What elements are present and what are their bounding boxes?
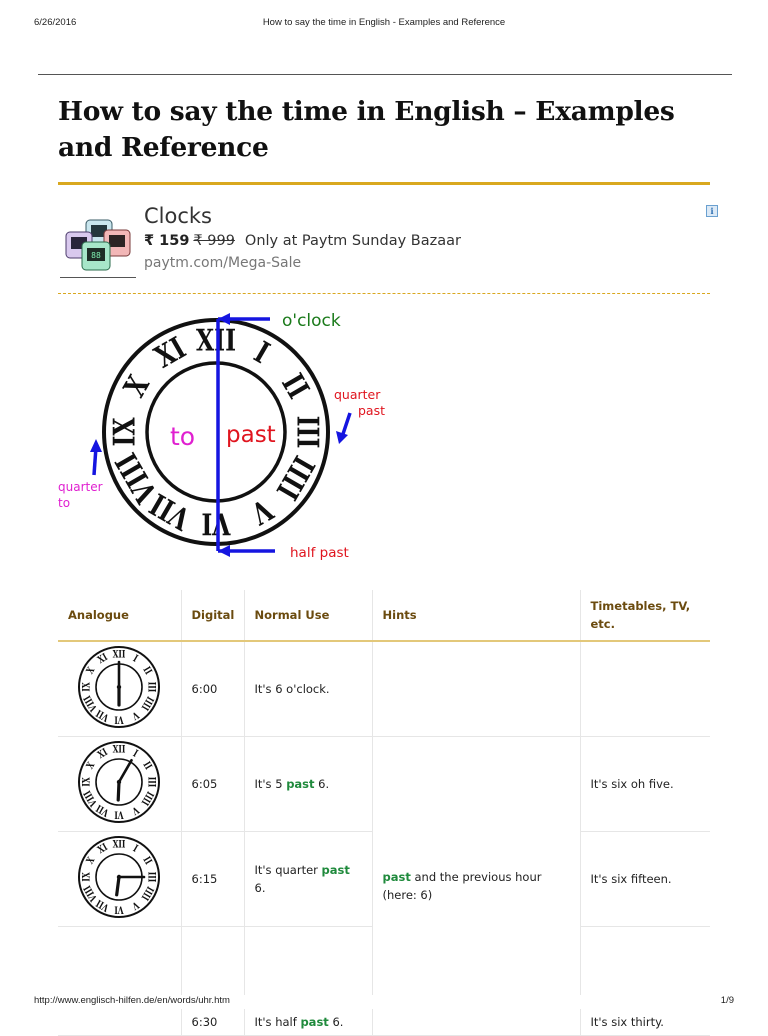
mini-clock-numeral: IIII <box>138 788 156 807</box>
timetable-cell: It's six fifteen. <box>580 832 710 927</box>
timetable-cell: It's six thirty. <box>580 927 710 1036</box>
half-past-arrowhead-icon <box>218 545 230 557</box>
clock-numeral: II <box>274 368 316 405</box>
quarter-past-arrow-line <box>342 413 350 437</box>
mini-clock-numeral: VII <box>94 706 112 723</box>
clock-numeral: I <box>248 335 275 371</box>
label-past: past <box>226 422 276 448</box>
title-underline <box>58 182 710 185</box>
normal-use-pre: It's half <box>254 1015 301 1029</box>
hint-text: and the previous hour (here: 6) <box>382 870 542 902</box>
mini-clock-numeral: IX <box>81 681 93 692</box>
timetable-cell: It's six oh five. <box>580 737 710 832</box>
time-table <box>58 590 710 1036</box>
header-divider <box>38 74 732 75</box>
mini-clock-numeral: XII <box>112 838 126 851</box>
ad-divider <box>58 293 710 294</box>
mini-clock-numeral: IX <box>81 871 93 882</box>
table-header-row <box>58 590 710 641</box>
normal-use-post: 6. <box>314 777 330 791</box>
mini-clock-numeral: II <box>140 664 154 677</box>
mini-clock-numeral: VI <box>114 807 124 820</box>
digital-cell: 6:15 <box>181 832 244 927</box>
mini-clock-numeral: V <box>129 897 141 911</box>
print-footer <box>34 995 734 1009</box>
analog-clock-600-icon <box>77 645 161 729</box>
normal-use-cell <box>244 641 372 737</box>
clock-numeral: IX <box>107 417 143 447</box>
mini-clock-numeral: II <box>140 854 154 867</box>
svg-text:88: 88 <box>91 251 101 260</box>
normal-use-cell <box>244 927 372 1036</box>
analog-clock-615-icon <box>77 835 161 919</box>
mini-clock-numeral: X <box>85 855 98 866</box>
header-analogue: Analogue <box>58 590 181 641</box>
mini-clock-numeral: III <box>145 871 157 882</box>
mini-clock-numeral: V <box>129 802 141 816</box>
mini-clock-numeral: III <box>145 776 157 787</box>
label-oclock: o'clock <box>282 311 341 331</box>
hour-hand <box>118 782 119 800</box>
print-date: 6/26/2016 <box>34 17 77 28</box>
clock-center-dot <box>117 779 121 783</box>
hour-hand <box>117 877 119 895</box>
ad-url-link[interactable]: paytm.com/Mega-Sale <box>144 255 302 271</box>
header-digital: Digital <box>181 590 244 641</box>
print-doc-title: How to say the time in English - Examples and Reference <box>262 17 506 28</box>
digital-cell: 6:30 <box>181 927 244 1036</box>
source-url[interactable]: http://www.englisch-hilfen.de/en/words/uhr.htm <box>34 995 230 1006</box>
clock-numeral: XII <box>195 323 237 359</box>
ad-price-row <box>144 233 461 249</box>
mini-clock-numeral: XI <box>96 841 111 857</box>
clock-center-dot <box>117 874 121 878</box>
mini-clock-numeral: VI <box>114 902 124 915</box>
mini-clock-numeral: V <box>129 707 141 721</box>
mini-clock-numeral: XII <box>112 743 126 756</box>
mini-clock-numeral: IIII <box>138 883 156 902</box>
clock-numeral: VI <box>201 505 231 541</box>
mini-clock-numeral: VI <box>114 712 124 725</box>
analog-clock-605-icon <box>77 740 161 824</box>
ad-title[interactable]: Clocks <box>144 204 212 228</box>
keyword-past: past <box>286 777 315 791</box>
clock-numeral: IIII <box>268 449 321 506</box>
ad-banner[interactable] <box>58 200 714 290</box>
clock-numerals <box>108 324 325 541</box>
normal-use-pre: It's 5 <box>254 777 287 791</box>
mini-clock-numeral: XII <box>112 648 126 661</box>
keyword-past: past <box>300 1015 329 1029</box>
digital-cell: 6:00 <box>181 641 244 737</box>
mini-clock-numeral: III <box>145 681 157 692</box>
analogue-cell <box>58 641 181 737</box>
analogue-cell <box>58 927 181 1036</box>
timetable-cell <box>580 641 710 737</box>
normal-use-pre: It's quarter <box>254 863 322 877</box>
page-number: 1/9 <box>720 995 734 1006</box>
clock-numeral: III <box>289 415 325 449</box>
label-quarter-past-2: past <box>358 403 386 418</box>
mini-clock-numeral: VIII <box>82 787 101 808</box>
ad-info-icon[interactable]: i <box>706 205 718 217</box>
mini-clock-numeral: IX <box>81 776 93 787</box>
clock-diagram <box>50 305 386 567</box>
mini-clock-numeral: VII <box>94 801 112 818</box>
header-hints: Hints <box>372 590 580 641</box>
normal-use-cell <box>244 737 372 832</box>
normal-use-cell <box>244 832 372 927</box>
ad-price: ₹ 159 <box>144 233 190 249</box>
print-header <box>34 17 734 31</box>
label-quarter-past-1: quarter <box>334 387 381 402</box>
ad-image-underline <box>60 277 136 278</box>
page-title: How to say the time in English – Examples and Reference <box>58 96 675 163</box>
mini-clock-numeral: I <box>130 843 140 855</box>
mini-clock-numeral: VII <box>94 896 112 913</box>
label-quarter-to-1: quarter <box>58 480 103 494</box>
clock-numeral: VII <box>144 485 197 536</box>
clock-numeral: X <box>117 369 157 404</box>
mini-clock-numeral: VIII <box>82 692 101 713</box>
keyword-past: past <box>321 863 350 877</box>
header-normal-use: Normal Use <box>244 590 372 641</box>
clock-numeral: XI <box>149 330 192 376</box>
label-to: to <box>170 422 196 451</box>
normal-use-post: 6. <box>254 881 266 895</box>
hints-cell <box>372 641 580 737</box>
ad-old-price: ₹ 999 <box>193 233 235 249</box>
clock-center-dot <box>117 684 121 688</box>
analogue-cell <box>58 832 181 927</box>
mini-clock-numeral: II <box>140 759 154 772</box>
label-half-past: half past <box>290 545 349 561</box>
ad-tagline: Only at Paytm Sunday Bazaar <box>244 233 461 249</box>
hints-cell-past <box>372 737 580 1036</box>
mini-clock-numeral: IIII <box>138 693 156 712</box>
clock-numeral: VIII <box>109 446 165 509</box>
normal-use-text: It's 6 o'clock. <box>254 682 330 696</box>
normal-use-post: 6. <box>328 1015 344 1029</box>
analogue-cell <box>58 737 181 832</box>
mini-clock-numeral: I <box>130 748 140 760</box>
header-timetables: Timetables, TV, etc. <box>580 590 710 641</box>
clocks-product-image[interactable] <box>60 212 136 278</box>
mini-clock-numeral: VIII <box>82 882 101 903</box>
hint-keyword-past: past <box>382 870 411 884</box>
mini-clock-numeral: X <box>85 665 98 676</box>
mini-clock-numeral: XI <box>96 746 111 762</box>
table-row <box>58 641 710 737</box>
clock-numeral: V <box>244 491 279 531</box>
label-quarter-to-2: to <box>58 496 71 510</box>
mini-clock-numeral: I <box>130 653 140 665</box>
table-row <box>58 737 710 832</box>
quarter-to-arrowhead-icon <box>90 439 102 452</box>
mini-clock-numeral: X <box>85 760 98 771</box>
digital-cell: 6:05 <box>181 737 244 832</box>
mini-clock-numeral: XI <box>96 651 111 667</box>
